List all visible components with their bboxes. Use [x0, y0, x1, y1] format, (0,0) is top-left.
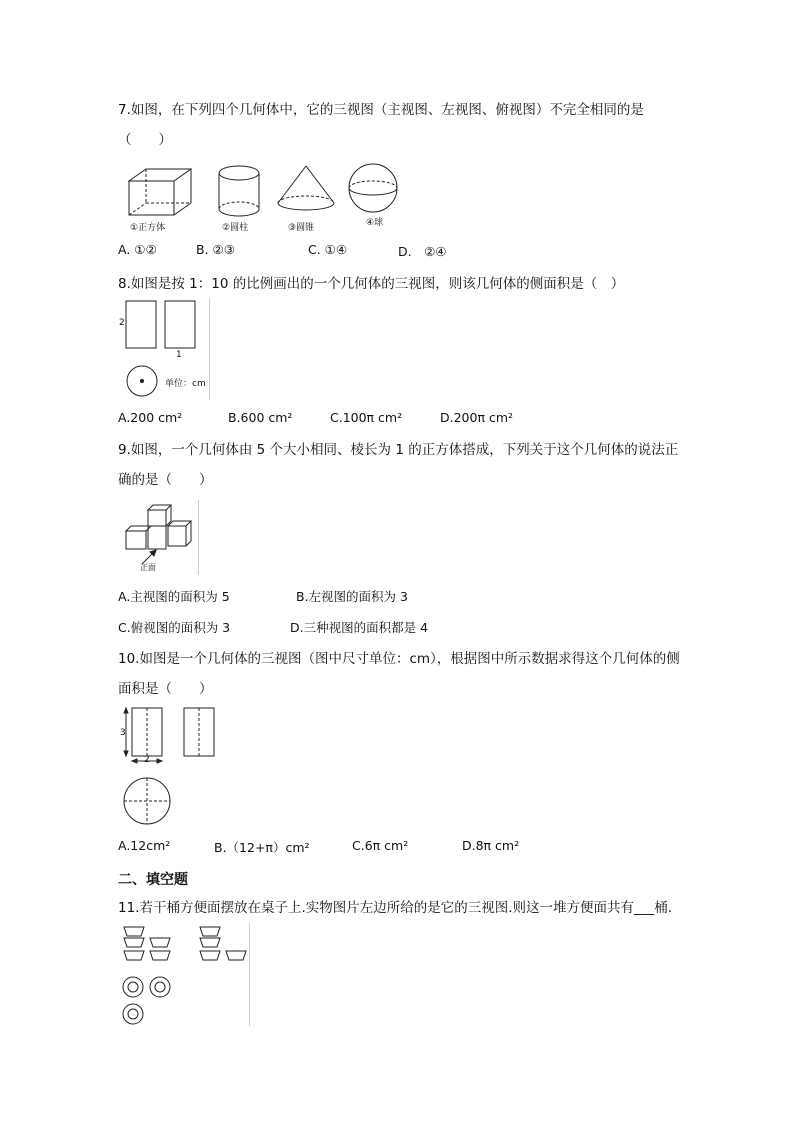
q8-stem: 8.如图是按 1：10 的比例画出的一个几何体的三视图，则该几何体的侧面积是（ ）	[118, 276, 625, 292]
q10-option-a[interactable]: A.12cm²	[118, 838, 171, 853]
q8-width-label: 1	[176, 350, 182, 360]
q9-stem-line2: 确的是（ ）	[118, 472, 213, 488]
q9-stem-line1: 9.如图，一个几何体由 5 个大小相同、棱长为 1 的正方体搭成，下列关于这个几何体的说法正	[118, 442, 679, 458]
section-title: 二、填空题	[118, 872, 188, 888]
cone-icon	[276, 165, 336, 215]
q7-option-b[interactable]: B. ②③	[196, 242, 235, 257]
q7-option-c[interactable]: C. ①④	[308, 242, 348, 257]
q11-stem: 11.若干桶方便面摆放在桌子上.实物图片左边所给的是它的三视图.则这一堆方便面共有___桶.	[118, 900, 673, 916]
q9-option-b[interactable]: B.左视图的面积为 3	[296, 589, 408, 604]
q8-option-c[interactable]: C.100π cm²	[330, 410, 403, 425]
q10-option-c[interactable]: C.6π cm²	[352, 838, 409, 853]
q10-option-d[interactable]: D.8π cm²	[462, 838, 520, 853]
q9-option-a[interactable]: A.主视图的面积为 5	[118, 589, 230, 604]
q10-three-view-figure	[118, 705, 228, 830]
q8-front-view	[126, 301, 156, 348]
q9-option-d[interactable]: D.三种视图的面积都是 4	[290, 620, 429, 635]
q8-height-label: 2	[119, 318, 125, 328]
q7-option-d[interactable]: D. ②④	[398, 244, 447, 259]
sphere-label: ④球	[366, 218, 384, 228]
q10-stem-line1: 10.如图是一个几何体的三视图（图中尺寸单位：cm），根据图中所示数据求得这个几何体的侧	[118, 651, 680, 667]
q7-stem: 7.如图，在下列四个几何体中，它的三视图（主视图、左视图、俯视图）不完全相同的是	[118, 102, 644, 118]
cylinder-icon	[218, 165, 260, 217]
q7-answer-paren: （ ）	[118, 132, 172, 148]
q9-cubes-figure	[120, 500, 200, 575]
q9-option-c[interactable]: C.俯视图的面积为 3	[118, 620, 231, 635]
cube-icon	[128, 167, 198, 217]
q10-option-b[interactable]: B.（12+π）cm²	[214, 840, 310, 855]
cylinder-label: ②圆柱	[222, 223, 249, 233]
q8-unit-label: 单位：cm	[165, 379, 206, 389]
sphere-icon	[346, 165, 400, 213]
q7-option-a[interactable]: A. ①②	[118, 242, 157, 257]
q9-front-label: 正面	[140, 563, 156, 572]
q10-height-label: 3	[120, 728, 126, 738]
q11-noodle-views-figure	[120, 923, 252, 1028]
cone-label: ③圆锥	[288, 223, 315, 233]
q8-side-view	[165, 301, 195, 348]
q8-option-a[interactable]: A.200 cm²	[118, 410, 183, 425]
q8-option-b[interactable]: B.600 cm²	[228, 410, 293, 425]
q10-width-label: 2	[144, 755, 150, 765]
cube-label: ①正方体	[130, 223, 166, 233]
q8-option-d[interactable]: D.200π cm²	[440, 410, 514, 425]
q10-stem-line2: 面积是（ ）	[118, 681, 213, 697]
